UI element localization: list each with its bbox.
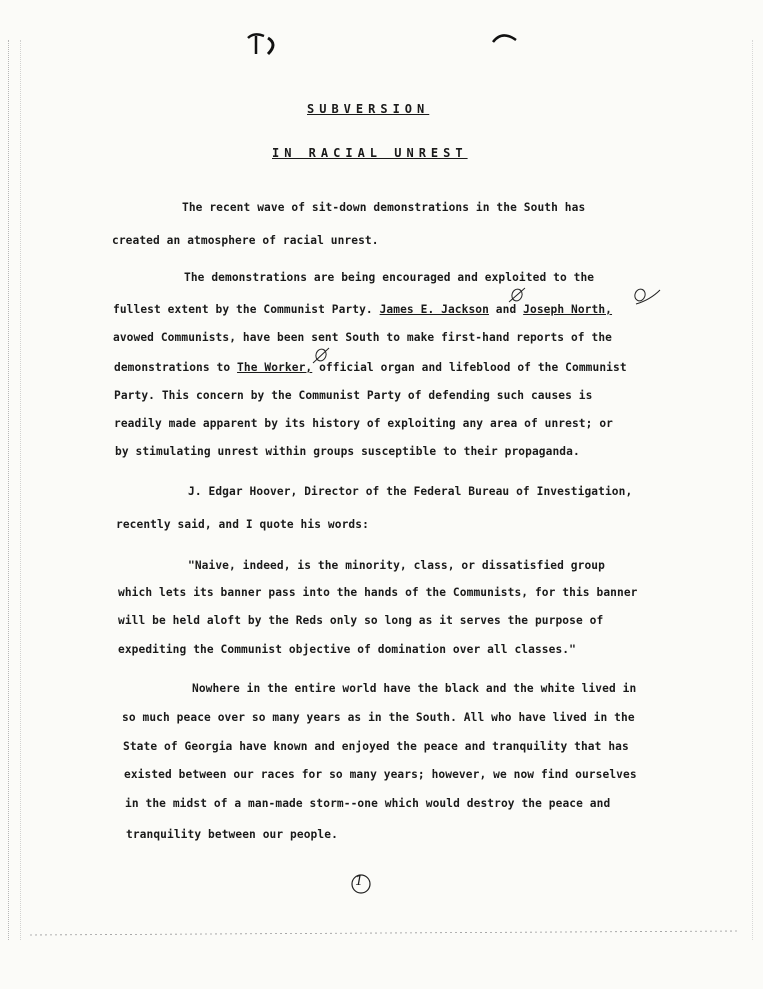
paragraph-2-line: avowed Communists, have been sent South to make first-hand reports of the <box>113 331 612 344</box>
paragraph-2-line: by stimulating unrest within groups susceptible to their propaganda. <box>115 445 580 458</box>
scan-edge-right <box>752 40 759 940</box>
paragraph-2-line: Party. This concern by the Communist Party of defending such causes is <box>114 389 593 402</box>
handwritten-check-mark <box>490 30 520 46</box>
paragraph-4-line: so much peace over so many years as in the South. All who have lived in the <box>122 711 635 724</box>
underlined-newspaper-name: The Worker, <box>237 361 313 374</box>
title-line-2: IN RACIAL UNREST <box>272 146 468 160</box>
handwritten-mark-north <box>628 284 662 310</box>
page-number: 1 <box>355 874 364 889</box>
handwritten-initial-mark <box>244 30 284 60</box>
paragraph-2-line: demonstrations to The Worker, official organ and lifeblood of the Communist <box>114 361 627 374</box>
paragraph-2-line: fullest extent by the Communist Party. James E. Jackson and Joseph North, <box>113 303 613 316</box>
quote-line: which lets its banner pass into the hands of the Communists, for this banner <box>118 586 638 599</box>
scan-bottom-line <box>0 925 763 945</box>
paragraph-4-line: tranquility between our people. <box>126 828 338 841</box>
underlined-name-jackson: James E. Jackson <box>379 303 489 316</box>
paragraph-3-line: J. Edgar Hoover, Director of the Federal Bureau of Investigation, <box>188 485 633 498</box>
paragraph-4-line: State of Georgia have known and enjoyed the peace and tranquility that has <box>123 740 629 753</box>
handwritten-mark-worker <box>310 345 332 367</box>
paragraph-4-line: existed between our races for so many years; however, we now find ourselves <box>124 768 637 781</box>
underlined-name-north: Joseph North, <box>523 303 613 316</box>
paragraph-3-line: recently said, and I quote his words: <box>116 518 369 531</box>
paragraph-2-line: The demonstrations are being encouraged and exploited to the <box>184 271 595 284</box>
quote-line: will be held aloft by the Reds only so long as it serves the purpose of <box>118 614 604 627</box>
scan-edge-left <box>8 40 15 940</box>
handwritten-mark-jackson <box>505 284 529 306</box>
quote-line: "Naive, indeed, is the minority, class, or dissatisfied group <box>188 559 605 572</box>
paragraph-1-line: created an atmosphere of racial unrest. <box>112 234 379 247</box>
paragraph-1-line: The recent wave of sit-down demonstrations in the South has <box>182 201 586 214</box>
quote-line: expediting the Communist objective of domination over all classes." <box>118 643 576 656</box>
scan-edge-left-inner <box>20 40 27 940</box>
paragraph-4-line: in the midst of a man-made storm--one which would destroy the peace and <box>125 797 611 810</box>
paragraph-4-line: Nowhere in the entire world have the black and the white lived in <box>192 682 637 695</box>
title-line-1: SUBVERSION <box>307 102 430 116</box>
paragraph-2-line: readily made apparent by its history of exploiting any area of unrest; or <box>114 417 613 430</box>
